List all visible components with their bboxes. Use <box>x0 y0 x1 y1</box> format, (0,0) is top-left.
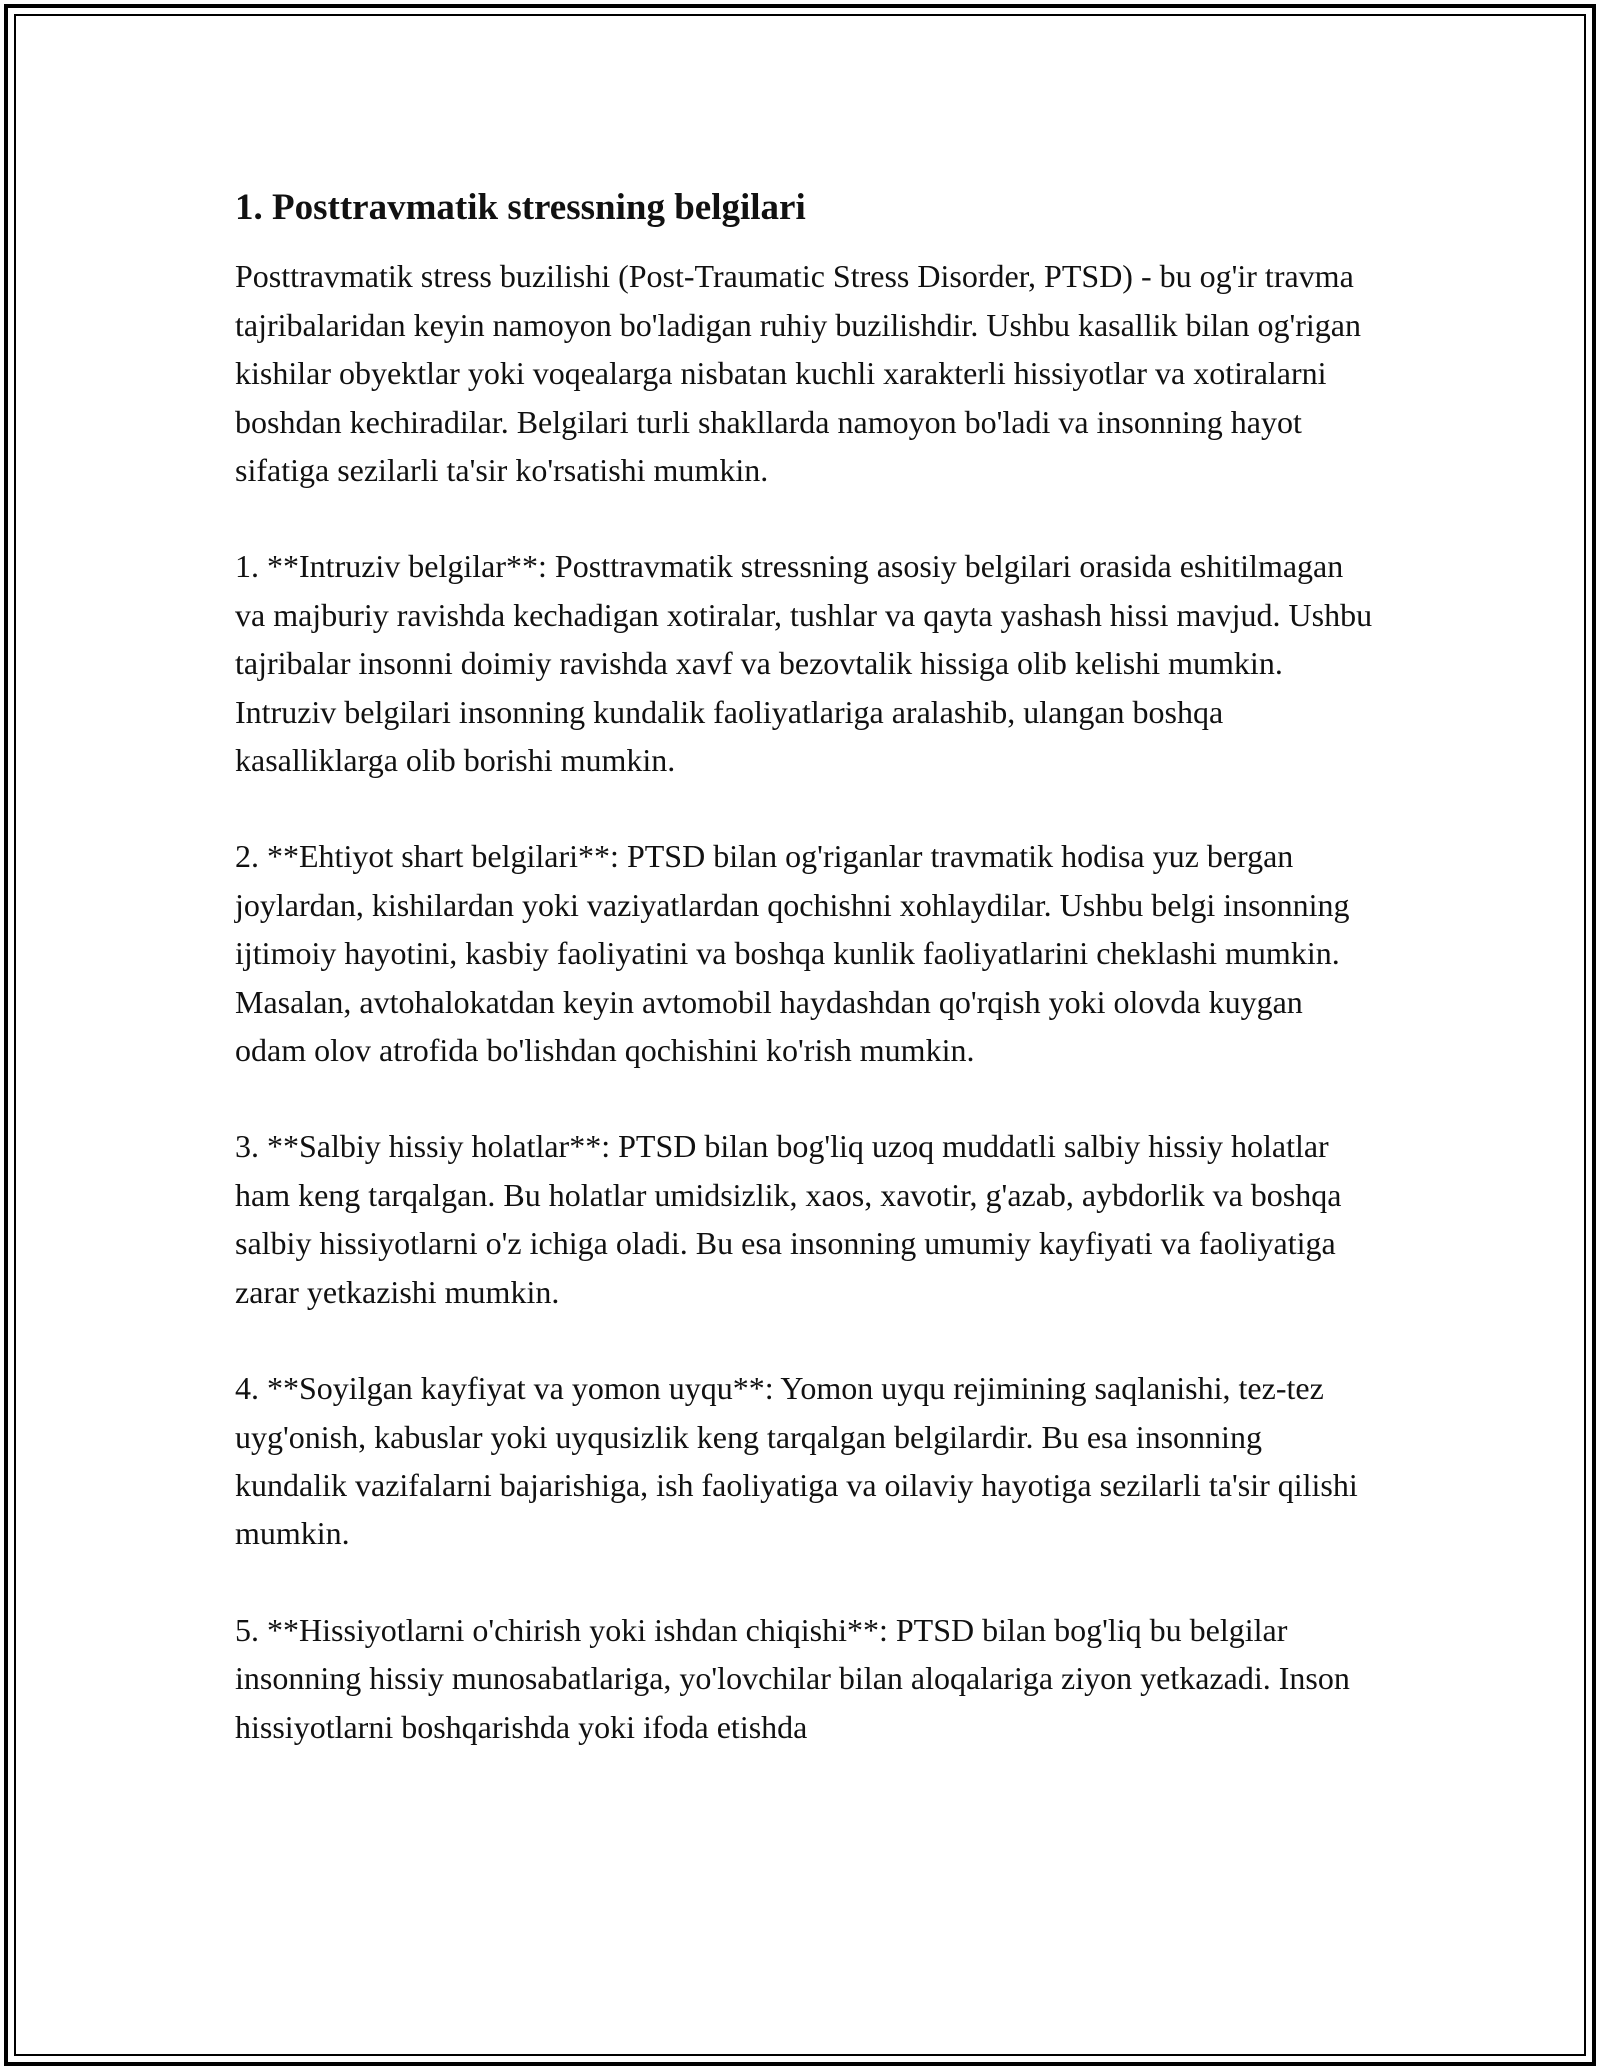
paragraph-mood-and-sleep: 4. **Soyilgan kayfiyat va yomon uyqu**: Yomon uyqu rejimining saqlanishi, tez-tez uyg'onish, kabuslar yoki uyqusizlik keng tarqalgan belgilardir. Bu esa insonning kundalik vazifalarni bajarishiga, ish faoliyatiga va oilaviy hayotiga sezilarli ta'sir qilishi mumkin. <box>235 1370 1358 1552</box>
paragraph-intrusive-symptoms: 1. **Intruziv belgilar**: Posttravmatik stressning asosiy belgilari orasida eshitilmagan va majburiy ravishda kechadigan xotiralar, tushlar va qayta yashash hissi mavjud. Ushbu tajribalar insonni doimiy ravishda xavf va bezovtalik hissiga olib kelishi mumkin. Intruziv belgilari insonning kundalik faoliyatlariga aralashib, ulangan boshqa kasalliklarga olib borishi mumkin. <box>235 548 1373 779</box>
document-body <box>235 186 1375 1799</box>
paragraph-negative-emotional-states: 3. **Salbiy hissiy holatlar**: PTSD bilan bog'liq uzoq muddatli salbiy hissiy holatlar ham keng tarqalgan. Bu holatlar umidsizlik, xaos, xavotir, g'azab, aybdorlik va boshqa salbiy hissiyotlarni o'z ichiga oladi. Bu esa insonning umumiy kayfiyati va faoliyatiga zarar yetkazishi mumkin. <box>235 1128 1342 1310</box>
document-title: 1. Posttravmatik stressning belgilari <box>235 187 806 228</box>
paragraph-avoidance-symptoms: 2. **Ehtiyot shart belgilari**: PTSD bilan og'riganlar travmatik hodisa yuz bergan joylardan, kishilardan yoki vaziyatlardan qochishni xohlaydilar. Ushbu belgi insonning ijtimoiy hayotini, kasbiy faoliyatini va boshqa kunlik faoliyatlarini cheklashi mumkin. Masalan, avtohalokatdan keyin avtomobil haydashdan qo'rqish yoki olovda kuygan odam olov atrofida bo'lishdan qochishini ko'rish mumkin. <box>235 838 1350 1069</box>
paragraph-emotional-numbing: 5. **Hissiyotlarni o'chirish yoki ishdan chiqishi**: PTSD bilan bog'liq bu belgilar insonning hissiy munosabatlariga, yo'lovchilar bilan aloqalariga ziyon yetkazadi. Inson hissiyotlarni boshqarishda yoki ifoda etishda <box>235 1611 1350 1745</box>
paragraph-intro: Posttravmatik stress buzilishi (Post-Traumatic Stress Disorder, PTSD) - bu og'ir travma tajribalaridan keyin namoyon bo'ladigan ruhiy buzilishdir. Ushbu kasallik bilan og'rigan kishilar obyektlar yoki voqealarga nisbatan kuchli xarakterli hissiyotlar va xotiralarni boshdan kechiradilar. Belgilari turli shakllarda namoyon bo'ladi va insonning hayot sifatiga sezilarli ta'sir ko'rsatishi mumkin. <box>235 258 1361 489</box>
